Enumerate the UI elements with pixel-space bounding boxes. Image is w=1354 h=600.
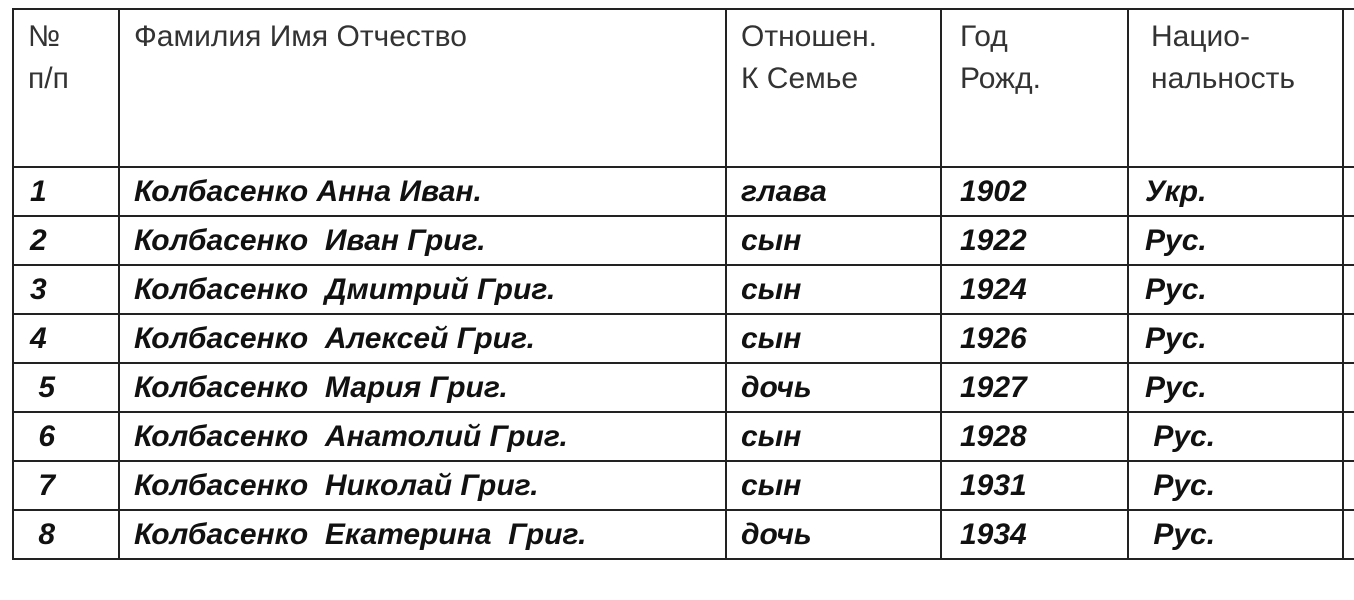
cell-nationality: Рус. (1128, 314, 1343, 363)
cell-extra (1343, 216, 1354, 265)
cell-full-name: Колбасенко Екатерина Григ. (119, 510, 726, 559)
cell-number: 5 (13, 363, 119, 412)
cell-extra (1343, 412, 1354, 461)
cell-relation: глава (726, 167, 941, 216)
cell-extra (1343, 314, 1354, 363)
cell-relation: сын (726, 314, 941, 363)
header-nationality-label: Нацио- нальность (1151, 20, 1296, 95)
table-body (13, 167, 1354, 559)
cell-birth-year: 1934 (941, 510, 1128, 559)
table-header (13, 9, 1354, 167)
cell-relation: дочь (726, 510, 941, 559)
cell-birth-year: 1927 (941, 363, 1128, 412)
table-row (13, 363, 1354, 412)
cell-nationality: Рус. (1128, 412, 1343, 461)
cell-nationality: Рус. (1128, 461, 1343, 510)
cell-nationality: Укр. (1128, 167, 1343, 216)
cell-nationality: Рус. (1128, 363, 1343, 412)
cell-full-name: Колбасенко Дмитрий Григ. (119, 265, 726, 314)
cell-nationality: Рус. (1128, 216, 1343, 265)
table-row (13, 461, 1354, 510)
header-birth-year (941, 9, 1128, 167)
cell-relation: дочь (726, 363, 941, 412)
cell-birth-year: 1926 (941, 314, 1128, 363)
header-full-name-label: Фамилия Имя Отчество (134, 20, 467, 53)
cell-relation: сын (726, 412, 941, 461)
cell-number: 7 (13, 461, 119, 510)
cell-relation: сын (726, 461, 941, 510)
header-row (13, 9, 1354, 167)
cell-number: 3 (13, 265, 119, 314)
cell-nationality: Рус. (1128, 510, 1343, 559)
cell-birth-year: 1931 (941, 461, 1128, 510)
cell-extra (1343, 167, 1354, 216)
cell-nationality: Рус. (1128, 265, 1343, 314)
cell-birth-year: 1924 (941, 265, 1128, 314)
cell-number: 2 (13, 216, 119, 265)
cell-birth-year: 1902 (941, 167, 1128, 216)
table-row (13, 216, 1354, 265)
header-full-name (119, 9, 726, 167)
header-birth-year-label: Год Рожд. (960, 20, 1041, 95)
cell-number: 1 (13, 167, 119, 216)
header-number (13, 9, 119, 167)
family-table-container (12, 8, 1354, 560)
cell-number: 4 (13, 314, 119, 363)
cell-full-name: Колбасенко Анна Иван. (119, 167, 726, 216)
cell-extra (1343, 510, 1354, 559)
cell-number: 6 (13, 412, 119, 461)
header-number-label: № п/п (28, 20, 69, 95)
cell-extra (1343, 363, 1354, 412)
header-extra (1343, 9, 1354, 167)
cell-relation: сын (726, 216, 941, 265)
cell-full-name: Колбасенко Мария Григ. (119, 363, 726, 412)
header-relation-label: Отношен. К Семье (741, 20, 877, 95)
table-row (13, 265, 1354, 314)
table-row (13, 412, 1354, 461)
cell-number: 8 (13, 510, 119, 559)
family-table (12, 8, 1354, 560)
cell-full-name: Колбасенко Анатолий Григ. (119, 412, 726, 461)
cell-extra (1343, 265, 1354, 314)
header-relation (726, 9, 941, 167)
header-nationality (1128, 9, 1343, 167)
cell-extra (1343, 461, 1354, 510)
cell-full-name: Колбасенко Алексей Григ. (119, 314, 726, 363)
table-row (13, 314, 1354, 363)
cell-birth-year: 1922 (941, 216, 1128, 265)
cell-full-name: Колбасенко Николай Григ. (119, 461, 726, 510)
table-row (13, 167, 1354, 216)
cell-relation: сын (726, 265, 941, 314)
cell-full-name: Колбасенко Иван Григ. (119, 216, 726, 265)
cell-birth-year: 1928 (941, 412, 1128, 461)
table-row (13, 510, 1354, 559)
